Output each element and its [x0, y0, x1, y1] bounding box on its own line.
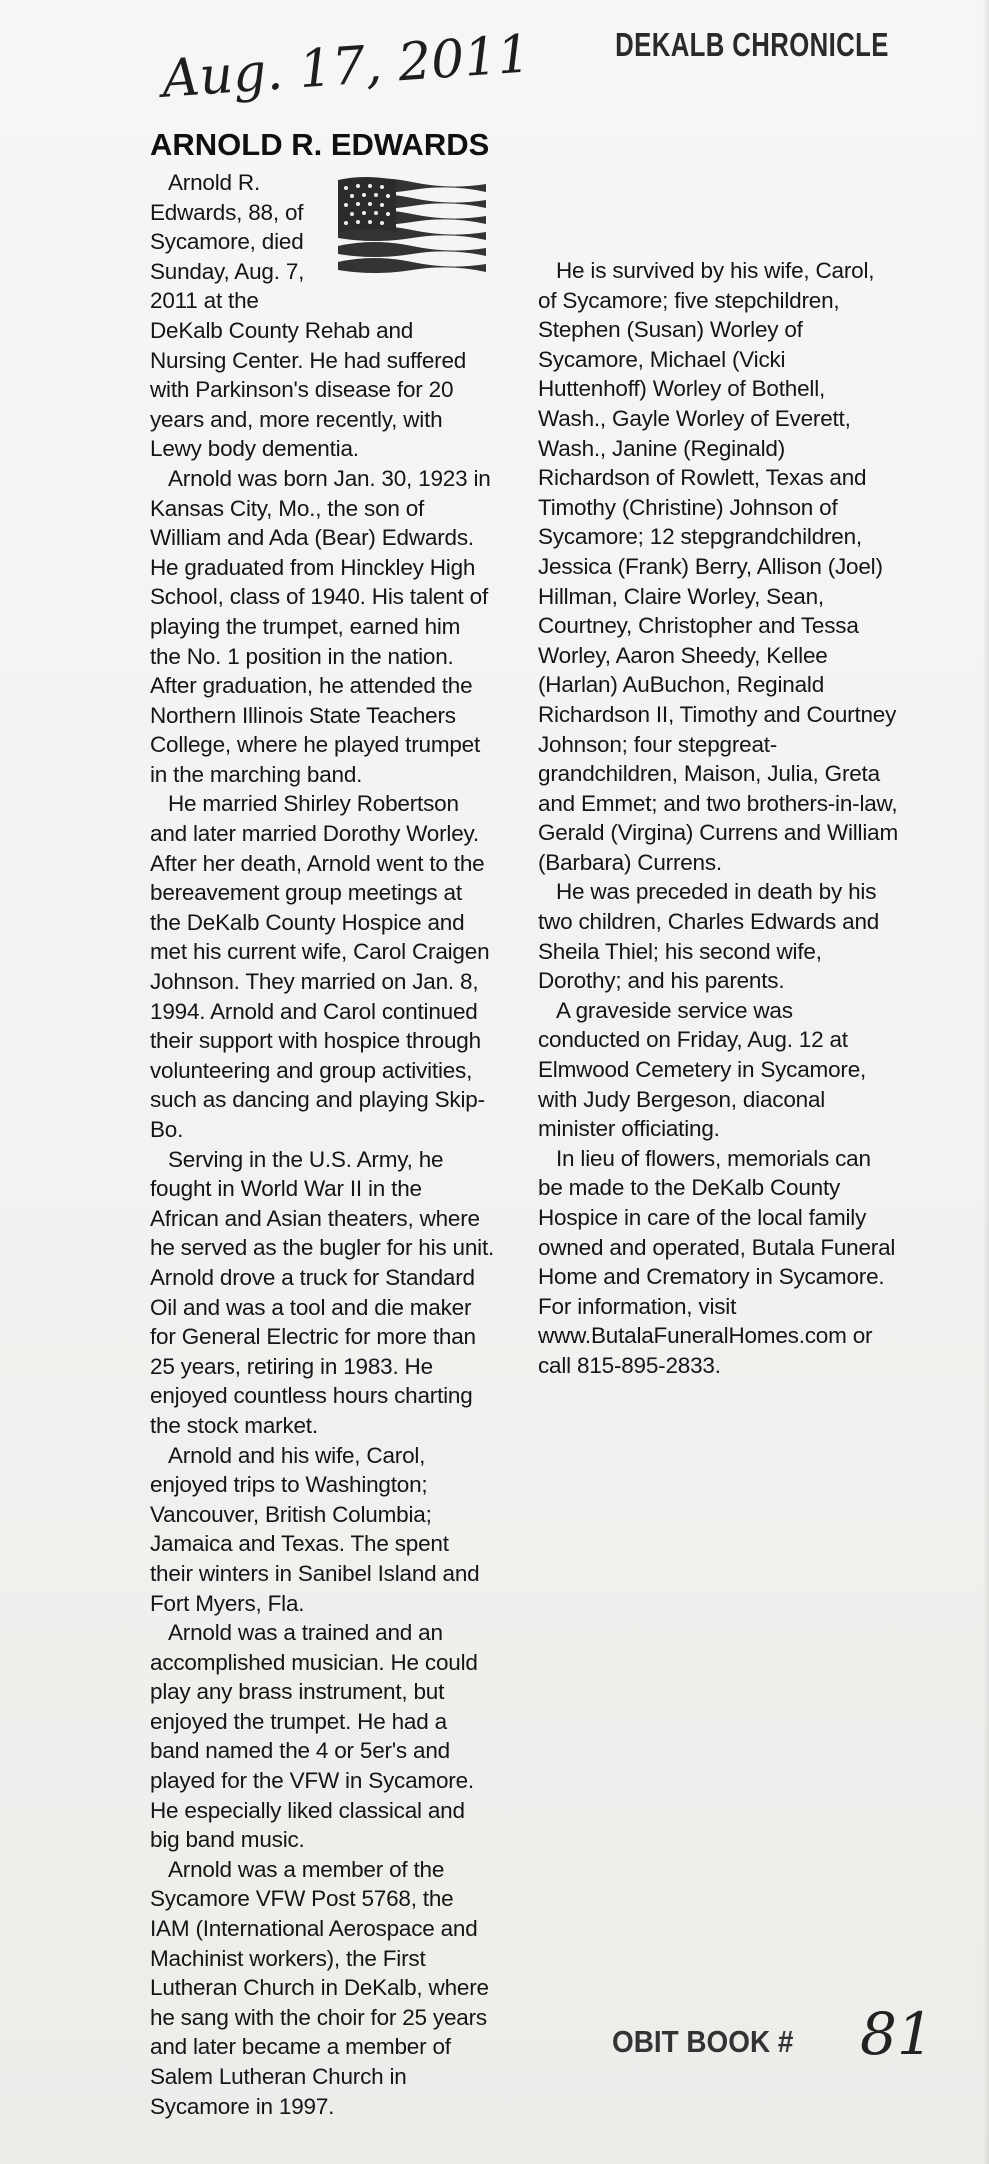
obituary-paragraph: Arnold was born Jan. 30, 1923 in Kansas City, Mo., the son of William and Ada (Bear) Edwards. He graduated from Hinckley High School, class of 1940. His talent of playing the trumpet, earned him the No. 1 position in the nation. After graduation, he attended the Northern Illinois State Teachers College, where he played trumpet in the marching band. [150, 465, 491, 787]
obituary-paragraph: He married Shirley Robertson and later married Dorothy Worley. After her death, Arnold went to the bereavement group meetings at the DeKalb County Hospice and met his current wife, Carol Craigen Johnson. They married on Jan. 8, 1994. Arnold and Carol continued their support with hospice through volunteering and group activities, such as dancing and playing Skip-Bo. [150, 791, 490, 1142]
memorials-paragraph: In lieu of flowers, memorials can be made to the DeKalb County Hospice in care of the local family owned and operated, Butala Funeral Home and Crematory in Sycamore. For information, visit www.ButalaFuneralHomes.com or call 815-895-2833. [538, 1145, 896, 1378]
obituary-headline: ARNOLD R. EDWARDS [150, 127, 490, 162]
masthead-stamp: DEKALB CHRONICLE [615, 26, 889, 63]
obit-book-stamp: OBIT BOOK # [612, 2024, 794, 2059]
obituary-paragraph: Arnold was a member of the Sycamore VFW Post 5768, the IAM (International Aerospace and Machinist workers), the First Lutheran Church in DeKalb, where he sang with the choir for 25 years and later became a member of Salem Lutheran Church in Sycamore in 1997. [150, 1856, 489, 2119]
left-column [150, 128, 495, 2121]
obituary-paragraph: Serving in the U.S. Army, he fought in World War II in the African and Asian theaters, where he served as the bugler for his unit. Arnold drove a truck for Standard Oil and was a tool and die maker for General Electric for more than 25 years, retiring in 1983. He enjoyed countless hours charting the stock market. [150, 1146, 495, 1438]
obituary-paragraph: Arnold and his wife, Carol, enjoyed trips to Washington; Vancouver, British Columbia; Jamaica and Texas. The spent their winters in Sanibel Island and Fort Myers, Fla. [150, 1442, 480, 1616]
obituary-paragraph: Arnold R. Edwards, 88, of Sycamore, died Sunday, Aug. 7, 2011 at the DeKalb County Rehab and Nursing Center. He had suffered with Parkinson's disease for 20 years and, more recently, with Lewy body dementia. [150, 170, 467, 462]
service-paragraph: A graveside service was conducted on Friday, Aug. 12 at Elmwood Cemetery in Sycamore, with Judy Bergeson, diaconal minister officiating. [538, 997, 867, 1142]
right-column [538, 256, 898, 1381]
obit-book-number-handwritten: 81 [860, 2000, 934, 2068]
flag-canton [338, 177, 396, 232]
survivors-paragraph: He is survived by his wife, Carol, of Sycamore; five stepchildren, Stephen (Susan) Worley of Sycamore, Michael (Vicki Huttenhoff) Worley of Bothell, Wash., Gayle Worley of Everett, Wash., Janine (Reginald) Richardson of Rowlett, Texas and Timothy (Christine) Johnson of Sycamore; 12 stepgrandchildren, Jessica (Frank) Berry, Allison (Joel) Hillman, Claire Worley, Sean, Courtney, Christopher and Tessa Worley, Aaron Sheedy, Kellee (Harlan) AuBuchon, Reginald Richardson II, Timothy and Courtney Johnson; four stepgreat-grandchildren, Maison, Julia, Greta and Emmet; and two brothers-in-law, Gerald (Virgina) Currens and William (Barbara) Currens. [538, 258, 899, 875]
handwritten-date: Aug. 17, 2011 [160, 24, 533, 110]
american-flag-icon [334, 174, 489, 284]
preceded-paragraph: He was preceded in death by his two children, Charles Edwards and Sheila Thiel; his second wife, Dorothy; and his parents. [538, 879, 880, 994]
obituary-paragraph: Arnold was a trained and an accomplished musician. He could play any brass instrument, but enjoyed the trumpet. He had a band named the 4 or 5er's and played for the VFW in Sycamore. He especially liked classical and big band music. [150, 1620, 478, 1853]
